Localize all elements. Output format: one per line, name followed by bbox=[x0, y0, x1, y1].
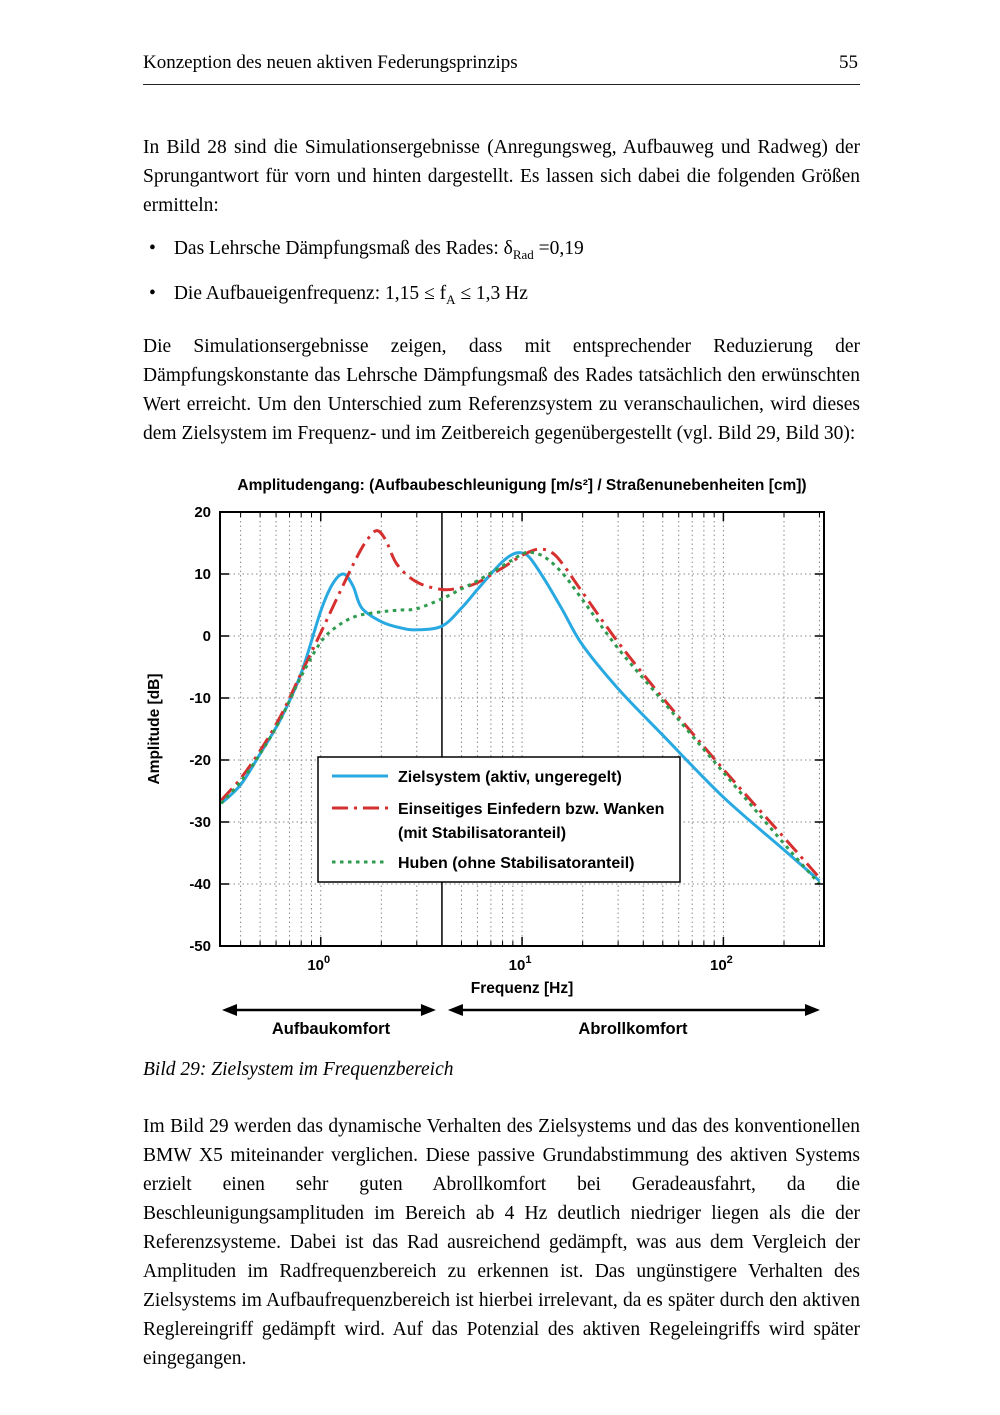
x-tick-label: $10^1$ bbox=[508, 953, 532, 974]
x-tick-label: $10^2$ bbox=[709, 953, 733, 974]
figure-caption: Bild 29: Zielsystem im Frequenzbereich bbox=[143, 1058, 454, 1080]
legend-label-1: (mit Stabilisatoranteil) bbox=[398, 824, 567, 842]
legend-label-2: Huben (ohne Stabilisatoranteil) bbox=[398, 854, 635, 872]
bullet-text: Die Aufbaueigenfrequenz: $1,15 \le f_A \le 1,3$ Hz bbox=[173, 282, 528, 307]
chart-title: Amplitudengang: (Aufbaubeschleunigung [m/s²] / Straßenunebenheiten [cm]) bbox=[237, 476, 807, 494]
y-tick-label: -10 bbox=[189, 689, 211, 707]
y-tick-label: 10 bbox=[194, 565, 211, 583]
bullet-marker: • bbox=[149, 238, 156, 259]
region-label-aufbaukomfort: Aufbaukomfort bbox=[271, 1019, 391, 1038]
legend-label-0: Zielsystem (aktiv, ungeregelt) bbox=[398, 768, 622, 786]
running-title: Konzeption des neuen aktiven Federungsprinzips bbox=[143, 52, 518, 73]
page-number: 55 bbox=[839, 52, 858, 73]
page-header bbox=[143, 52, 860, 85]
y-tick-label: 20 bbox=[194, 503, 211, 521]
subscript: A bbox=[446, 291, 456, 307]
legend-label-1: Einseitiges Einfedern bzw. Wanken bbox=[398, 800, 665, 818]
paragraph-discussion: Im Bild 29 werden das dynamische Verhalten des Zielsystems und das des konventionellen BMW X5 miteinander verglichen. Diese passive Grundabstimmung des aktiven Systems erzielt einen sehr guten Abrollkomfort bei Geradeausfahrt, da die Beschleunigungsamplituden im Bereich ab 4 Hz deutlich niedriger liegen als die der Referenzsysteme. Dabei ist das Rad ausreichend gedämpft, was aus dem Vergleich der Amplituden im Radfrequenzbereich zu erkennen ist. Das ungünstigere Verhalten des Zielsystems im Aufbaufrequenzbereich ist hierbei irrelevant, da es später durch den aktiven Reglereingriff gedämpft wird. Auf das Potenzial des aktiven Regeleingriffs wird später eingegangen. bbox=[143, 1115, 860, 1369]
bullet-marker: • bbox=[149, 282, 156, 304]
subscript: Rad bbox=[512, 246, 534, 262]
y-tick-label: -20 bbox=[189, 751, 211, 769]
y-tick-label: -40 bbox=[189, 875, 211, 893]
paragraph-intro: In Bild 28 sind die Simulationsergebnisse (Anregungsweg, Aufbauweg und Radweg) der Sprungantwort für vorn und hinten dargestellt. Es lassen sich dabei die folgenden Größen ermitteln: bbox=[143, 137, 860, 216]
bullet-text: Das Lehrsche Dämpfungsmaß des Rades: $\delta_{Rad} =0,19$ bbox=[173, 238, 584, 262]
x-axis-label: Frequenz [Hz] bbox=[470, 979, 574, 997]
paragraph-simulation: Die Simulationsergebnisse zeigen, dass mit entsprechender Reduzierung der Dämpfungskonstante das Lehrsche Dämpfungsmaß des Rades tatsächlich den erwünschten Wert erreicht. Um den Unterschied zum Referenzsystem zu veranschaulichen, wird dieses dem Zielsystem im Frequenz- und im Zeitbereich gegenübergestellt (vgl. Bild 29, Bild 30): bbox=[143, 335, 860, 444]
y-tick-label: -50 bbox=[189, 937, 211, 955]
arrowhead-icon bbox=[448, 1004, 463, 1016]
y-tick-label: 0 bbox=[202, 627, 211, 645]
region-label-abrollkomfort: Abrollkomfort bbox=[578, 1019, 688, 1038]
bullet-item-eigenfrequency bbox=[149, 279, 860, 314]
arrowhead-icon bbox=[421, 1004, 436, 1016]
bullet-list bbox=[143, 234, 860, 314]
frequency-response-chart bbox=[143, 474, 849, 1046]
figure-bild-29 bbox=[143, 474, 860, 1084]
y-axis-label: Amplitude [dB] bbox=[146, 673, 163, 785]
x-tick-label: $10^0$ bbox=[307, 953, 331, 974]
arrowhead-icon bbox=[805, 1004, 820, 1016]
y-tick-label: -30 bbox=[189, 813, 211, 831]
bullet-item-damping bbox=[149, 234, 860, 269]
arrowhead-icon bbox=[222, 1004, 237, 1016]
